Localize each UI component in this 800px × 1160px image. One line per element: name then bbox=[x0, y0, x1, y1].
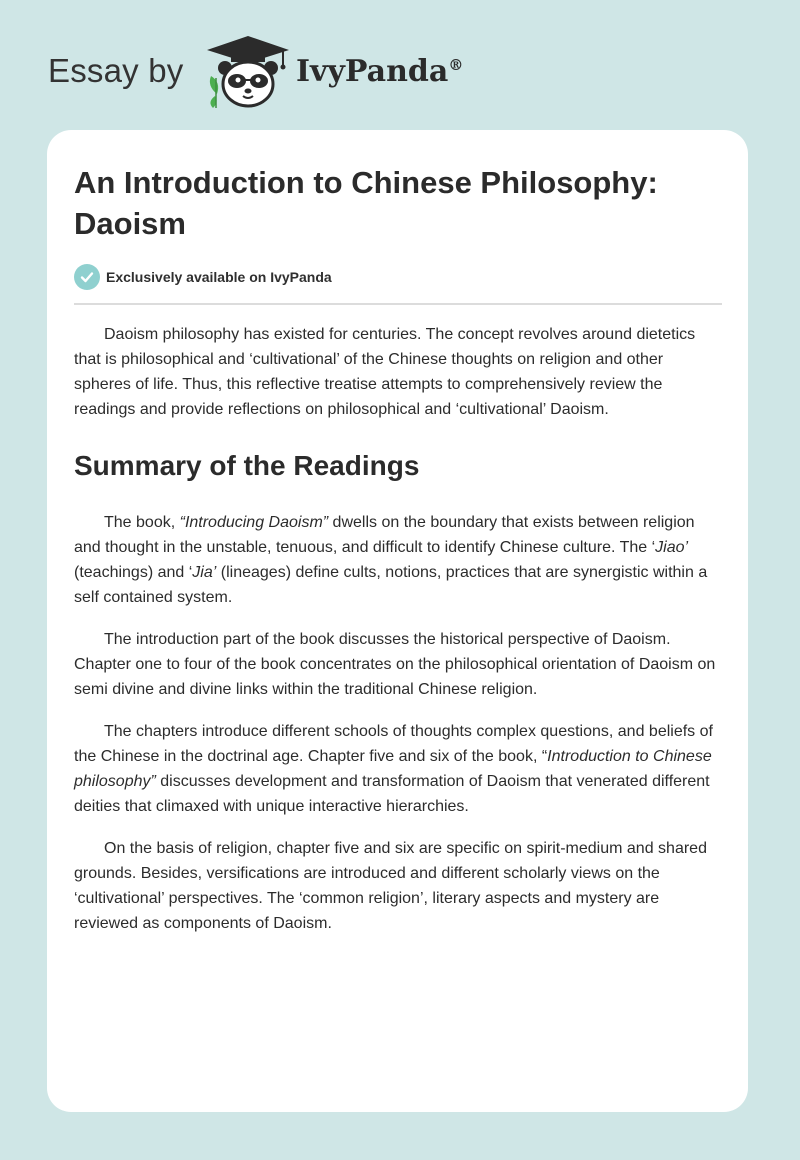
section-heading: Summary of the Readings bbox=[74, 450, 420, 481]
exclusive-label: Exclusively available on IvyPanda bbox=[106, 269, 332, 285]
panda-logo-icon[interactable] bbox=[203, 34, 293, 110]
page-title: An Introduction to Chinese Philosophy: Daoism bbox=[74, 165, 658, 241]
check-icon bbox=[74, 264, 100, 290]
brand-name[interactable]: IvyPanda® bbox=[296, 54, 464, 89]
site-header bbox=[48, 34, 748, 114]
paragraph-introducing-daoism: The book, “Introducing Daoism” dwells on the boundary that exists between religion and thought in the unstable, tenuous, and difficult to identify Chinese culture. The ‘Jiao’ (teachings) and ‘Jia’ (lineages) define cults, notions, practices that are synergistic within a self contained system. bbox=[74, 514, 708, 606]
divider bbox=[74, 303, 722, 305]
intro-paragraph: Daoism philosophy has existed for centuries. The concept revolves around dietetics that is philosophical and ‘cultivational’ of the Chinese thoughts on religion and other spheres of life. Thus, this reflective treatise attempts to comprehensively review the readings and provide reflections on philosophical and ‘cultivational’ Daoism. bbox=[74, 326, 696, 418]
paragraph-introduction-part: The introduction part of the book discusses the historical perspective of Daoism. Chapter one to four of the book concentrates on the philosophical orientation of Daoism on semi divine and divine links within the traditional Chinese religion. bbox=[74, 631, 716, 698]
registered-mark: ® bbox=[448, 56, 464, 74]
paragraph-chapters: The chapters introduce different schools of thoughts complex questions, and beliefs of the Chinese in the doctrinal age. Chapter five and six of the book, “Introduction to Chinese philosophy” discusses development and transformation of Daoism that venerated different deities that climaxed with unique interactive hierarchies. bbox=[74, 723, 713, 815]
paragraph-religion: On the basis of religion, chapter five and six are specific on spirit-medium and shared grounds. Besides, versifications are introduced and different scholarly views on the ‘cultivational’ perspectives. The ‘common religion’, literary aspects and mystery are reviewed as components of Daoism. bbox=[74, 840, 707, 932]
essay-by-label: Essay by bbox=[48, 52, 184, 89]
article-content bbox=[74, 162, 722, 936]
exclusive-badge bbox=[74, 264, 722, 290]
article-card bbox=[47, 130, 748, 1112]
